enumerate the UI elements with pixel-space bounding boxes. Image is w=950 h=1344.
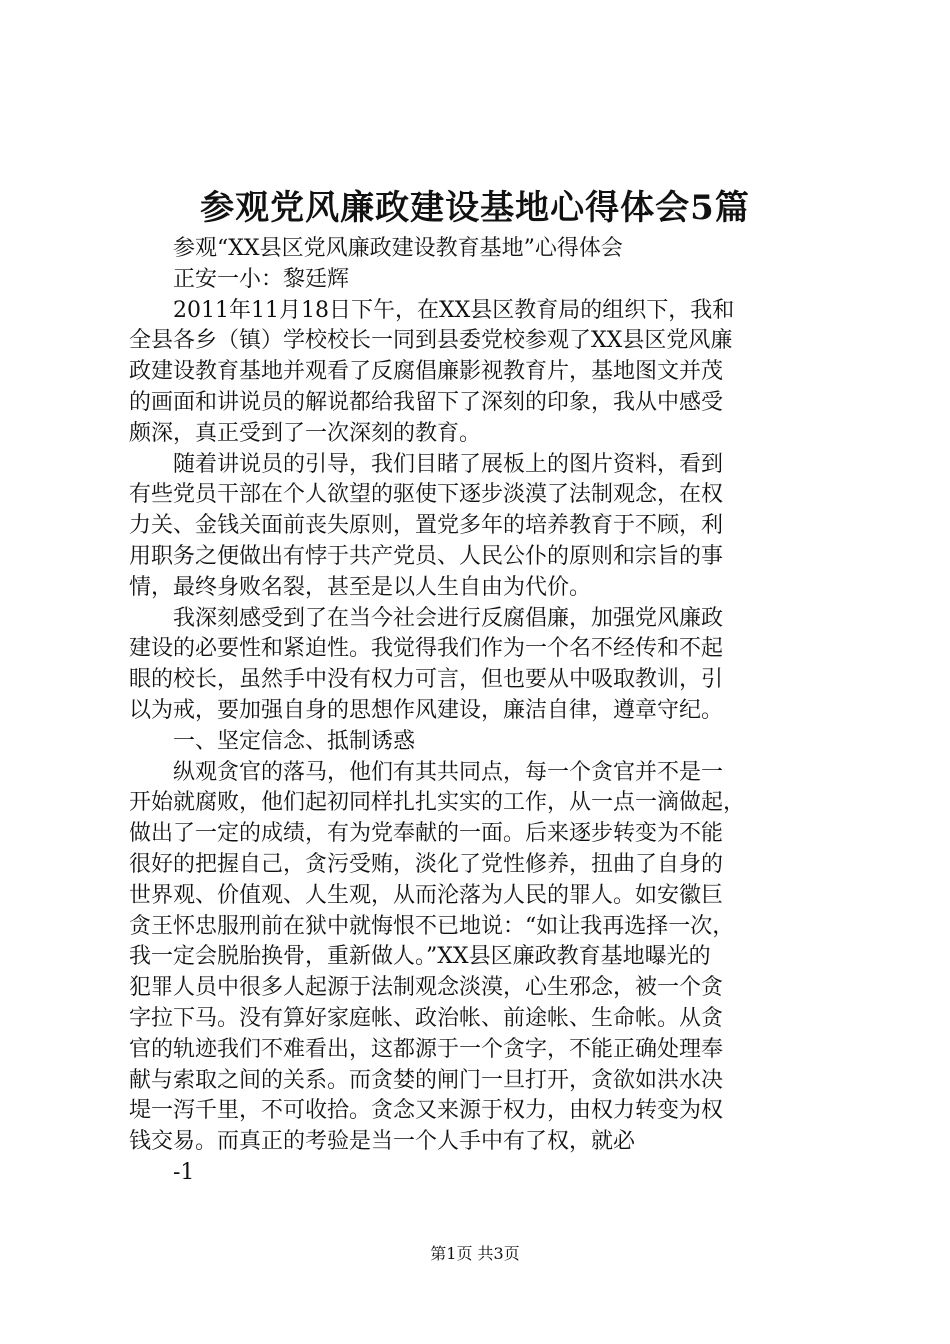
paragraph-line: 世界观、价值观、人生观，从而沦落为人民的罪人。如安徽巨 xyxy=(129,882,724,908)
document-title: 参观党风廉政建设基地心得体会5篇 xyxy=(200,188,750,228)
author-line: 正安一小：黎廷辉 xyxy=(173,266,350,292)
paragraph-line: 眼的校长，虽然手中没有权力可言，但也要从中吸取教训，引 xyxy=(129,667,724,693)
paragraph-line: 开始就腐败，他们起初同样扎扎实实的工作，从一点一滴做起， xyxy=(129,790,746,816)
subtitle-line: 参观“XX县区党风廉政建设教育基地”心得体会 xyxy=(173,236,623,261)
paragraph-line: 的画面和讲说员的解说都给我留下了深刻的印象，我从中感受 xyxy=(129,389,724,415)
paragraph-line: 以为戒，要加强自身的思想作风建设，廉洁自律，遵章守纪。 xyxy=(129,697,724,723)
section-heading: 一、坚定信念、抵制诱惑 xyxy=(173,728,416,754)
paragraph-line: 2011年11月18日下午，在XX县区教育局的组织下，我和 xyxy=(173,297,735,323)
document-body xyxy=(129,234,829,1189)
paragraph-line: 钱交易。而真正的考验是当一个人手中有了权，就必 xyxy=(129,1129,636,1155)
paragraph-line: 力关、金钱关面前丧失原则，置党多年的培养教育于不顾，利 xyxy=(129,513,724,539)
paragraph-line: 犯罪人员中很多人起源于法制观念淡漠，心生邪念，被一个贪 xyxy=(129,975,724,1001)
paragraph-line: 随着讲说员的引导，我们目睹了展板上的图片资料，看到 xyxy=(173,451,724,477)
paragraph-line: 纵观贪官的落马，他们有其共同点，每一个贪官并不是一 xyxy=(173,759,724,785)
page-number-mark: -1 xyxy=(173,1159,195,1185)
paragraph-line: 堤一泻千里，不可收拾。贪念又来源于权力，由权力转变为权 xyxy=(129,1098,724,1124)
paragraph-line: 我深刻感受到了在当今社会进行反腐倡廉，加强党风廉政 xyxy=(173,605,724,631)
paragraph-line: 贪王怀忠服刑前在狱中就悔恨不已地说：“如让我再选择一次， xyxy=(129,913,735,939)
paragraph-line: 很好的把握自己，贪污受贿，淡化了党性修养，扭曲了自身的 xyxy=(129,851,724,877)
paragraph-line: 我一定会脱胎换骨，重新做人。”XX县区廉政教育基地曝光的 xyxy=(129,944,711,970)
paragraph-line: 用职务之便做出有悖于共产党员、人民公仆的原则和宗旨的事 xyxy=(129,543,724,569)
paragraph-line: 官的轨迹我们不难看出，这都源于一个贪字，不能正确处理奉 xyxy=(129,1036,724,1062)
paragraph-line: 政建设教育基地并观看了反腐倡廉影视教育片，基地图文并茂 xyxy=(129,359,724,385)
paragraph-line: 全县各乡（镇）学校校长一同到县委党校参观了XX县区党风廉 xyxy=(129,328,733,354)
page-footer: 第1页 共3页 xyxy=(430,1244,520,1263)
paragraph-line: 颇深，真正受到了一次深刻的教育。 xyxy=(129,420,482,446)
paragraph-line: 情，最终身败名裂，甚至是以人生自由为代价。 xyxy=(129,574,592,600)
paragraph-line: 有些党员干部在个人欲望的驱使下逐步淡漠了法制观念，在权 xyxy=(129,482,724,508)
paragraph-line: 字拉下马。没有算好家庭帐、政治帐、前途帐、生命帐。从贪 xyxy=(129,1005,724,1031)
paragraph-line: 做出了一定的成绩，有为党奉献的一面。后来逐步转变为不能 xyxy=(129,821,724,847)
paragraph-line: 献与索取之间的关系。而贪婪的闸门一旦打开，贪欲如洪水决 xyxy=(129,1067,724,1093)
paragraph-line: 建设的必要性和紧迫性。我觉得我们作为一个名不经传和不起 xyxy=(129,636,724,662)
